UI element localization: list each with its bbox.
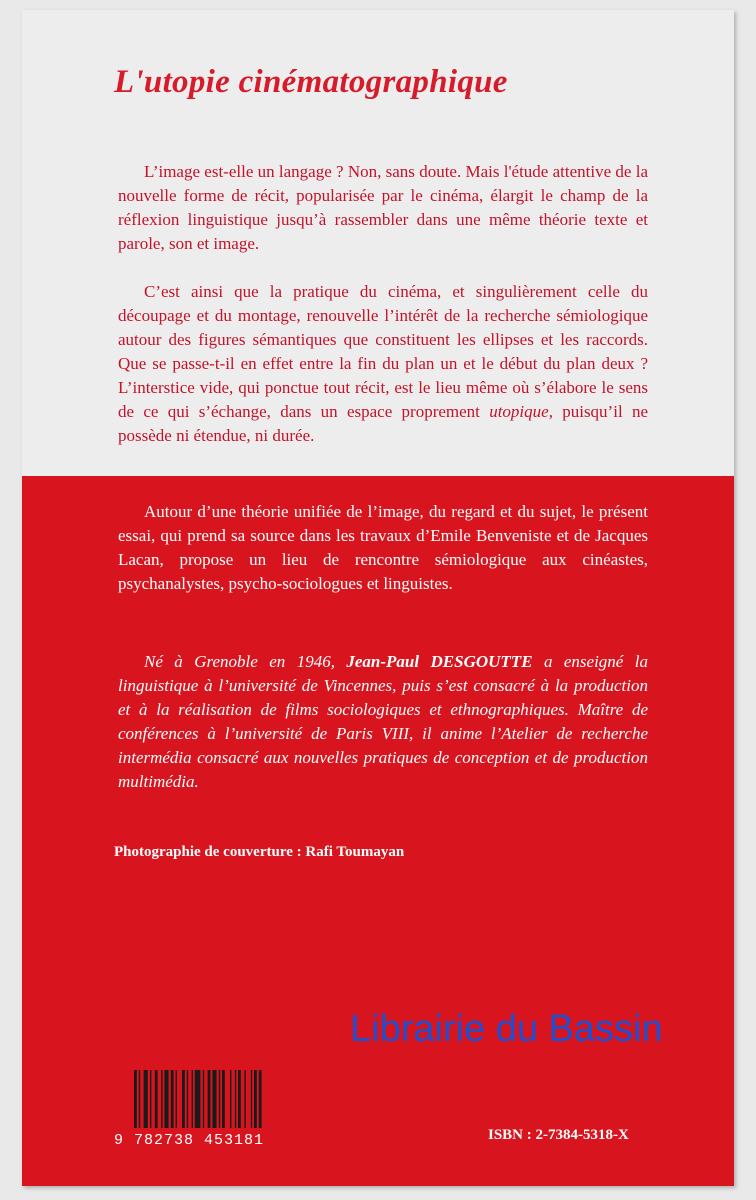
author-bio bbox=[118, 650, 648, 794]
barcode-bar bbox=[144, 1070, 148, 1128]
bookstore-watermark: Librairie du Bassin bbox=[350, 1008, 663, 1050]
author-bio-intro: Né à Grenoble en 1946, bbox=[144, 652, 347, 671]
top-white-section bbox=[22, 10, 734, 476]
photo-credit bbox=[114, 844, 404, 861]
barcode-digits: 9 782738 453181 bbox=[114, 1132, 265, 1149]
isbn-number: ISBN : 2-7384-5318-X bbox=[488, 1127, 629, 1143]
barcode-bar bbox=[155, 1070, 158, 1128]
barcode-bar bbox=[176, 1070, 177, 1128]
barcode-bar bbox=[254, 1070, 257, 1128]
barcode-bar bbox=[222, 1070, 225, 1128]
author-name: Jean-Paul DESGOUTTE bbox=[346, 652, 533, 671]
barcode-bar bbox=[195, 1070, 201, 1128]
book-title: L'utopie cinématographique bbox=[114, 64, 508, 100]
barcode-bar bbox=[238, 1070, 241, 1128]
barcode-bar bbox=[208, 1070, 211, 1128]
intro-paragraph-1: L’image est-elle un langage ? Non, sans doute. Mais l'étude attentive de la nouvelle forme de récit, popularisée par le cinéma, élargit le champ de la réflexion linguistique jusqu’à rassembler dans une même théorie texte et parole, son et image. bbox=[118, 162, 648, 253]
intro-paragraph-2-end: , puisqu’il ne possède ni étendue, ni durée. bbox=[118, 402, 649, 445]
barcode-bar bbox=[150, 1070, 151, 1128]
barcode-bar bbox=[192, 1070, 193, 1128]
intro-paragraph-2-text: C’est ainsi que la pratique du cinéma, et singulièrement celle du découpage et du montage, renouvelle l’intérêt de la recherche sémiologique autour des figures sémantiques que constituent les ellipses et les raccords. Que se passe-t-il en effet entre la fin du plan un et le début du plan deux ? L’interstice vide, qui ponctue tout récit, est le lieu même où s’élabore le sens de ce qui s’échange, dans un espace proprement bbox=[118, 282, 648, 421]
author-bio-text: a enseigné la linguistique à l’université de Vincennes, puis s’est consacré à la production et à la réalisation de films sociologiques et ethnographiques. Maître de conférences à l’université de Paris VIII, il anime l’Atelier de recherche intermédia consacré aux nouvelles pratiques de conception et de production multimédia. bbox=[118, 652, 648, 791]
intro-paragraph-2-italic: utopique bbox=[489, 402, 549, 421]
barcode-bar bbox=[259, 1070, 262, 1128]
barcode-bar bbox=[187, 1070, 188, 1128]
barcode-bar bbox=[219, 1070, 220, 1128]
photo-credit-name: Rafi Toumayan bbox=[305, 844, 405, 860]
barcode-bar bbox=[230, 1070, 231, 1128]
barcode-bars bbox=[134, 1070, 304, 1130]
barcode-bar bbox=[251, 1070, 252, 1128]
barcode-bar bbox=[161, 1070, 162, 1128]
intro-paragraph-2 bbox=[118, 280, 648, 448]
barcode-bar bbox=[203, 1070, 204, 1128]
barcode-bar bbox=[212, 1070, 216, 1128]
book-back-cover bbox=[22, 10, 734, 1186]
barcode-bar bbox=[164, 1070, 168, 1128]
barcode-bar bbox=[235, 1070, 236, 1128]
barcode-bar bbox=[139, 1070, 140, 1128]
barcode-bar bbox=[244, 1070, 245, 1128]
barcode-bar bbox=[171, 1070, 174, 1128]
barcode-bar bbox=[182, 1070, 185, 1128]
barcode-bar bbox=[134, 1070, 137, 1128]
photo-credit-label: Photographie de couverture : bbox=[114, 844, 302, 860]
barcode bbox=[114, 1070, 304, 1149]
summary-paragraph: Autour d’une théorie unifiée de l’image, du regard et du sujet, le présent essai, qui prend sa source dans les travaux d’Emile Benveniste et de Jacques Lacan, propose un lieu de rencontre sémiologique aux cinéastes, psychanalystes, psycho-sociologues et linguistes. bbox=[118, 502, 648, 593]
